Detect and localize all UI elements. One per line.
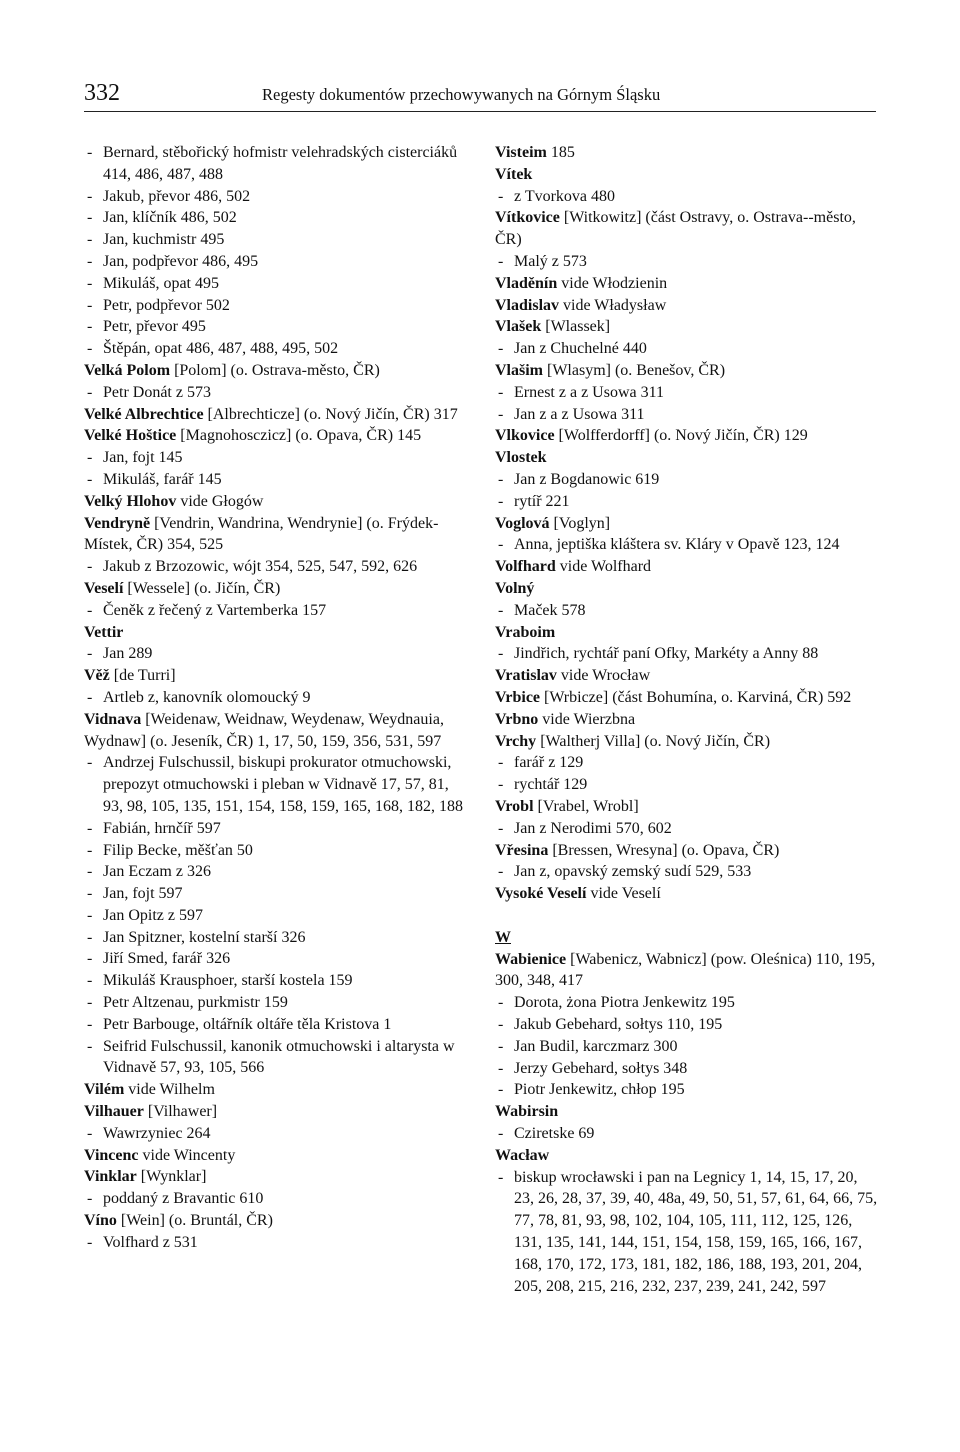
subentry-text: z Tvorkova 480 [514, 187, 616, 205]
index-entry [84, 1079, 466, 1101]
subentry-dash: - [498, 1016, 504, 1034]
subentry-dash: - [87, 754, 93, 772]
entry-headword: Velká Polom [84, 361, 171, 379]
index-subentry [84, 927, 466, 949]
index-subentry [84, 338, 466, 360]
index-subentry [495, 818, 879, 840]
subentry-dash: - [87, 383, 93, 401]
index-subentry [84, 273, 466, 295]
index-entry [84, 1210, 466, 1232]
subentry-text: Jan, podpřevor 486, 495 [103, 252, 259, 270]
subentry-dash: - [87, 906, 93, 924]
entry-headword: Vrchy [495, 732, 537, 750]
index-subentry [495, 1036, 879, 1058]
subentry-text: Fabián, hrnčíř 597 [103, 819, 221, 837]
index-subentry [84, 316, 466, 338]
subentry-text: Jiří Smed, farář 326 [103, 950, 231, 968]
index-entry [495, 556, 879, 578]
subentry-text: Štěpán, opat 486, 487, 488, 495, 502 [103, 340, 339, 358]
subentry-dash: - [498, 187, 504, 205]
entry-headword: Víno [84, 1212, 117, 1230]
subentry-dash: - [87, 296, 93, 314]
section-letter [495, 927, 879, 949]
index-entry [495, 142, 879, 164]
index-entry [495, 949, 879, 993]
subentry-text: Jan z Bogdanowic 619 [514, 470, 660, 488]
index-subentry [495, 1014, 879, 1036]
index-subentry [495, 774, 879, 796]
index-column-left [84, 142, 466, 1254]
entry-details: [Weidenaw, Weidnaw, Weydenaw, Weydnauia, Wydnaw] (o. Jeseník, ČR) 1, 17, 50, 159, 356, 531, 597 [84, 710, 444, 750]
index-entry [495, 709, 879, 731]
subentry-dash: - [87, 231, 93, 249]
entry-details: [Wolfferdorff] (o. Nový Jičín, ČR) 129 [554, 427, 808, 445]
entry-headword: Velké Albrechtice [84, 405, 204, 423]
index-entry [84, 360, 466, 382]
subentry-text: rytíř 221 [514, 492, 570, 510]
entry-details: [de Turri] [109, 667, 176, 685]
subentry-dash: - [87, 885, 93, 903]
entry-headword: Vladěnín [495, 274, 558, 292]
index-entry [495, 425, 879, 447]
index-entry [495, 207, 879, 251]
subentry-dash: - [498, 536, 504, 554]
index-subentry [84, 752, 466, 817]
subentry-text: Piotr Jenkewitz, chłop 195 [514, 1081, 685, 1099]
entry-headword: Vraboim [495, 623, 556, 641]
index-entry [84, 404, 466, 426]
entry-headword: Vinklar [84, 1168, 137, 1186]
index-entry [495, 513, 879, 535]
index-subentry [495, 186, 879, 208]
subentry-text: Mikuláš Krausphoer, starší kostela 159 [103, 972, 353, 990]
index-subentry [495, 1167, 879, 1298]
index-subentry [495, 861, 879, 883]
entry-headword: Vrbno [495, 710, 539, 728]
subentry-text: Andrzej Fulschussil, biskupi prokurator otmuchowski, prepozyt otmuchowski i pleban w Vidnavě 17, 57, 81, 93, 98, 105, 135, 151, 154, 158, 159, 165, 168, 182, 188 [103, 754, 463, 815]
index-subentry [495, 338, 879, 360]
subentry-text: Jan, fojt 145 [103, 449, 183, 467]
entry-details: vide Wolfhard [555, 558, 652, 576]
index-entry [495, 447, 879, 469]
subentry-dash: - [87, 1233, 93, 1251]
subentry-dash: - [498, 819, 504, 837]
index-entry [84, 1145, 466, 1167]
entry-details: [Wessele] (o. Jičín, ČR) [123, 579, 281, 597]
entry-details: [Vendrin, Wandrina, Wendrynie] (o. Frýdek-Místek, ČR) 354, 525 [84, 514, 439, 554]
index-subentry [84, 1014, 466, 1036]
index-entry [495, 316, 879, 338]
entry-details: vide Głogów [176, 492, 264, 510]
page-header [84, 78, 876, 114]
entry-details: 185 [546, 144, 575, 161]
index-entry [495, 687, 879, 709]
index-entry [495, 578, 879, 600]
subentry-text: Artleb z, kanovník olomoucký 9 [103, 688, 311, 706]
entry-details: vide Wilhelm [124, 1081, 215, 1099]
index-subentry [495, 491, 879, 513]
entry-details: [Wlasym] (o. Benešov, ČR) [543, 361, 726, 379]
entry-headword: Vidnava [84, 710, 142, 728]
subentry-text: Jan Budil, karczmarz 300 [514, 1037, 678, 1055]
index-subentry [84, 992, 466, 1014]
subentry-text: Mikuláš, opat 495 [103, 274, 219, 292]
index-subentry [84, 687, 466, 709]
subentry-text: Jan Eczam z 326 [103, 863, 211, 881]
entry-details: [Wabenicz, Wabnicz] (pow. Oleśnica) 110, 195, 300, 348, 417 [495, 950, 876, 990]
subentry-dash: - [498, 405, 504, 423]
entry-details: vide Władysław [559, 296, 667, 314]
subentry-dash: - [87, 688, 93, 706]
index-subentry [84, 229, 466, 251]
entry-headword: Velké Hoštice [84, 427, 177, 445]
subentry-text: Anna, jeptiška kláštera sv. Kláry v Opavě 123, 124 [514, 536, 840, 554]
subentry-dash: - [498, 1081, 504, 1099]
entry-headword: Volný [495, 579, 535, 597]
entry-headword: Vendryně [84, 514, 151, 532]
index-subentry [84, 883, 466, 905]
subentry-dash: - [498, 754, 504, 772]
subentry-dash: - [498, 470, 504, 488]
index-entry [495, 840, 879, 862]
subentry-dash: - [87, 144, 93, 161]
entry-details: [Albrechticze] (o. Nový Jičín, ČR) 317 [203, 405, 458, 423]
index-subentry [495, 404, 879, 426]
subentry-dash: - [87, 994, 93, 1012]
entry-headword: Wacław [495, 1146, 550, 1164]
subentry-text: Jindřich, rychtář paní Ofky, Markéty a Anny 88 [514, 645, 819, 663]
subentry-dash: - [87, 1190, 93, 1208]
entry-details: [Waltherj Villa] (o. Nový Jičín, ČR) [536, 732, 771, 750]
subentry-text: Ernest z a z Usowa 311 [514, 383, 665, 401]
entry-headword: Vlostek [495, 449, 547, 467]
index-subentry [84, 295, 466, 317]
entry-headword: Vítkovice [495, 209, 560, 227]
entry-details: [Vilhawer] [143, 1103, 218, 1121]
index-subentry [495, 1123, 879, 1145]
subentry-text: biskup wrocławski i pan na Legnicy 1, 14, 15, 17, 20, 23, 26, 28, 37, 39, 40, 48a, 49, 50, 51, 57, 61, 64, 66, 75, 77, 78, 81, 93, 98, 102, 104, 105, 111, 112, 125, 126, 131, 135, 141, 144, 151, 154, 158, 159, 165, 166, 167, 168, 170, 172, 173, 181, 182, 186, 188, 193, 201, 204, 205, 208, 215, 216, 232, 237, 239, 241, 242, 597 [514, 1168, 878, 1295]
subentry-dash: - [87, 252, 93, 270]
entry-headword: Veselí [84, 579, 124, 597]
index-entry [495, 796, 879, 818]
entry-headword: Vratislav [495, 667, 557, 685]
index-subentry [84, 1036, 466, 1080]
index-subentry [84, 948, 466, 970]
subentry-text: Cziretske 69 [514, 1125, 595, 1143]
subentry-text: Petr, podpřevor 502 [103, 296, 230, 314]
subentry-text: Jan z Chuchelné 440 [514, 340, 647, 358]
subentry-text: Jan, fojt 597 [103, 885, 183, 903]
entry-headword: Vlkovice [495, 427, 555, 445]
section-letter-text: W [495, 928, 511, 946]
index-subentry [84, 186, 466, 208]
entry-headword: Vrbice [495, 688, 541, 706]
index-subentry [495, 469, 879, 491]
subentry-dash: - [87, 449, 93, 467]
index-entry [495, 622, 879, 644]
index-subentry [495, 534, 879, 556]
index-subentry [84, 643, 466, 665]
index-entry [84, 1166, 466, 1188]
entry-headword: Visteim [495, 144, 547, 161]
entry-headword: Wabirsin [495, 1103, 559, 1121]
subentry-text: Volfhard z 531 [103, 1233, 198, 1251]
index-entry [84, 578, 466, 600]
subentry-text: Wawrzyniec 264 [103, 1124, 211, 1142]
index-subentry [495, 1058, 879, 1080]
subentry-text: farář z 129 [514, 754, 584, 772]
entry-details: [Wein] (o. Bruntál, ČR) [116, 1212, 273, 1230]
subentry-text: poddaný z Bravantic 610 [103, 1190, 264, 1208]
subentry-text: Jan z a z Usowa 311 [514, 405, 645, 423]
entry-headword: Wabienice [495, 950, 567, 968]
entry-details: vide Veselí [586, 885, 661, 903]
index-subentry [84, 840, 466, 862]
index-entry [84, 491, 466, 513]
subentry-dash: - [87, 972, 93, 990]
subentry-text: Čeněk z řečený z Vartemberka 157 [103, 601, 327, 619]
index-subentry [495, 1079, 879, 1101]
index-subentry [495, 752, 879, 774]
subentry-dash: - [498, 601, 504, 619]
subentry-dash: - [498, 994, 504, 1012]
subentry-dash: - [87, 209, 93, 227]
index-subentry [84, 556, 466, 578]
entry-headword: Vincenc [84, 1146, 139, 1164]
subentry-text: Malý z 573 [514, 252, 587, 270]
entry-details: vide Wincenty [138, 1146, 236, 1164]
subentry-text: Jan z, opavský zemský sudí 529, 533 [514, 863, 752, 881]
page-number: 332 [84, 80, 120, 106]
subentry-text: Jan 289 [103, 645, 153, 663]
subentry-text: Petr Barbouge, oltářník oltáře těla Kristova 1 [103, 1015, 392, 1033]
entry-details: vide Wrocław [556, 667, 651, 685]
index-entry [84, 622, 466, 644]
subentry-text: Jan z Nerodimi 570, 602 [514, 819, 672, 837]
subentry-text: Maček 578 [514, 601, 586, 619]
index-entry [84, 665, 466, 687]
subentry-text: Petr Altzenau, purkmistr 159 [103, 994, 288, 1012]
subentry-dash: - [498, 645, 504, 663]
subentry-text: Filip Becke, měšťan 50 [103, 841, 253, 859]
entry-details: [Magnohosczicz] (o. Opava, ČR) 145 [176, 427, 422, 445]
subentry-dash: - [87, 340, 93, 358]
subentry-dash: - [498, 252, 504, 270]
subentry-text: Jakub, převor 486, 502 [103, 187, 251, 205]
entry-details: [Voglyn] [549, 514, 611, 532]
subentry-text: Jakub Gebehard, sołtys 110, 195 [514, 1016, 723, 1034]
subentry-dash: - [498, 1059, 504, 1077]
subentry-dash: - [498, 776, 504, 794]
subentry-dash: - [498, 1125, 504, 1143]
index-subentry [84, 970, 466, 992]
subentry-text: Jan Opitz z 597 [103, 906, 203, 924]
index-entry [495, 295, 879, 317]
subentry-text: Petr Donát z 573 [103, 383, 211, 401]
index-subentry [84, 600, 466, 622]
index-entry [495, 731, 879, 753]
subentry-text: Jakub z Brzozowic, wójt 354, 525, 547, 592, 626 [103, 558, 418, 576]
entry-headword: Věž [84, 667, 110, 685]
subentry-dash: - [87, 950, 93, 968]
index-subentry [495, 600, 879, 622]
entry-details: vide Wierzbna [538, 710, 636, 728]
index-subentry [84, 207, 466, 229]
subentry-dash: - [498, 1037, 504, 1055]
subentry-dash: - [87, 558, 93, 576]
entry-details: vide Włodzienin [557, 274, 668, 292]
index-entry [495, 1101, 879, 1123]
subentry-dash: - [498, 863, 504, 881]
subentry-dash: - [87, 274, 93, 292]
index-subentry [495, 992, 879, 1014]
entry-details: [Witkowitz] (část Ostravy, o. Ostrava--město, ČR) [495, 209, 856, 249]
index-subentry [84, 447, 466, 469]
index-entry [495, 883, 879, 905]
subentry-text: Jerzy Gebehard, sołtys 348 [514, 1059, 688, 1077]
entry-headword: Vilém [84, 1081, 125, 1099]
entry-headword: Vlašim [495, 361, 543, 379]
index-subentry [84, 1188, 466, 1210]
index-subentry [84, 469, 466, 491]
index-entry [495, 360, 879, 382]
index-subentry [495, 643, 879, 665]
subentry-dash: - [87, 470, 93, 488]
subentry-dash: - [87, 841, 93, 859]
subentry-dash: - [498, 383, 504, 401]
header-rule [84, 111, 876, 112]
entry-details: [Vrabel, Wrobl] [533, 797, 639, 815]
subentry-dash: - [498, 340, 504, 358]
entry-headword: Volfhard [495, 558, 556, 576]
subentry-text: Petr, převor 495 [103, 318, 206, 336]
subentry-dash: - [87, 819, 93, 837]
subentry-dash: - [87, 1037, 93, 1055]
index-subentry [84, 382, 466, 404]
entry-headword: Vítek [495, 165, 533, 183]
entry-details: [Wlassek] [541, 318, 611, 336]
subentry-text: Dorota, żona Piotra Jenkewitz 195 [514, 994, 735, 1012]
index-subentry [495, 382, 879, 404]
index-subentry [84, 251, 466, 273]
index-entry [495, 665, 879, 687]
subentry-dash: - [498, 1168, 504, 1186]
index-subentry [495, 251, 879, 273]
entry-details: [Bressen, Wresyna] (o. Opava, ČR) [548, 841, 780, 859]
subentry-text: rychtář 129 [514, 776, 588, 794]
subentry-text: Seifrid Fulschussil, kanonik otmuchowski i altarysta w Vidnavě 57, 93, 105, 566 [103, 1037, 455, 1077]
subentry-text: Jan, klíčník 486, 502 [103, 209, 237, 227]
subentry-dash: - [87, 928, 93, 946]
index-subentry [84, 905, 466, 927]
entry-headword: Vilhauer [84, 1103, 144, 1121]
running-title: Regesty dokumentów przechowywanych na Górnym Śląsku [262, 85, 661, 104]
subentry-dash: - [87, 1015, 93, 1033]
entry-details: [Polom] (o. Ostrava-město, ČR) [170, 361, 380, 379]
index-entry [495, 1145, 879, 1167]
subentry-text: Mikuláš, farář 145 [103, 470, 222, 488]
entry-headword: Vettir [84, 623, 124, 641]
entry-headword: Vladislav [495, 296, 560, 314]
entry-headword: Vrobl [495, 797, 534, 815]
subentry-text: Bernard, stěbořický hofmistr velehradských cisterciáků 414, 486, 487, 488 [103, 144, 458, 183]
subentry-dash: - [498, 492, 504, 510]
entry-headword: Vysoké Veselí [495, 885, 587, 903]
subentry-dash: - [87, 1124, 93, 1142]
index-subentry [84, 818, 466, 840]
subentry-dash: - [87, 863, 93, 881]
index-entry [495, 164, 879, 186]
index-entry [84, 425, 466, 447]
entry-headword: Vlašek [495, 318, 542, 336]
index-entry [495, 273, 879, 295]
index-entry [84, 1101, 466, 1123]
index-subentry [84, 1232, 466, 1254]
subentry-dash: - [87, 645, 93, 663]
index-subentry [84, 1123, 466, 1145]
entry-headword: Velký Hlohov [84, 492, 177, 510]
subentry-dash: - [87, 318, 93, 336]
subentry-dash: - [87, 187, 93, 205]
index-subentry [84, 861, 466, 883]
index-entry [84, 709, 466, 753]
subentry-dash: - [87, 601, 93, 619]
index-column-right [495, 142, 879, 1297]
entry-details: [Wrbicze] (část Bohumína, o. Karviná, ČR) 592 [540, 688, 852, 706]
index-entry [84, 513, 466, 557]
entry-headword: Vřesina [495, 841, 549, 859]
entry-headword: Voglová [495, 514, 550, 532]
subentry-text: Jan Spitzner, kostelní starší 326 [103, 928, 306, 946]
index-subentry [84, 142, 466, 186]
entry-details: [Wynklar] [136, 1168, 207, 1186]
subentry-text: Jan, kuchmistr 495 [103, 231, 225, 249]
